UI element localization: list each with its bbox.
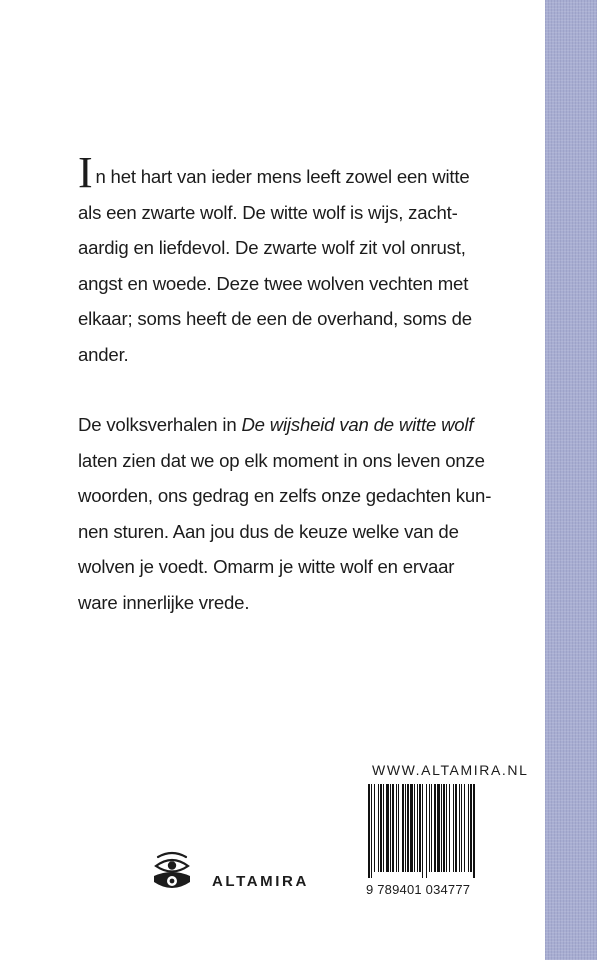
barcode-bar (405, 784, 406, 872)
barcode-bar (453, 784, 454, 872)
barcode-bar (437, 784, 440, 872)
spine-cloth (545, 0, 597, 960)
blurb-line: angst en woede. Deze twee wolven vechten met (78, 272, 469, 294)
barcode-bar (398, 784, 399, 872)
barcode-bar (449, 784, 450, 872)
barcode-bar (422, 784, 423, 878)
barcode-bar (441, 784, 442, 872)
barcode (366, 784, 518, 896)
drop-cap: I (78, 148, 93, 197)
blurb-line: laten zien dat we op elk moment in ons leven onze (78, 449, 485, 471)
blurb-paragraph-2 (78, 407, 498, 620)
barcode-bar (455, 784, 457, 872)
publisher-website: WWW.ALTAMIRA.NL (372, 762, 529, 778)
barcode-bar (392, 784, 394, 872)
blurb-line: elkaar; soms heeft de een de overhand, soms de (78, 308, 472, 329)
barcode-bar (414, 784, 415, 872)
barcode-bar (407, 784, 409, 872)
blurb-line: ander. (78, 343, 129, 365)
barcode-bar (464, 784, 465, 872)
blurb-line: woorden, ons gedrag en zelfs onze gedachten kun- (78, 485, 492, 506)
blurb-line-text: De volksverhalen in (78, 414, 242, 435)
blurb-paragraph-1 (78, 148, 498, 372)
barcode-bar (429, 784, 430, 872)
blurb-line-text: n het hart van ieder mens leeft zowel een witte (95, 166, 470, 187)
barcode-bar (434, 784, 436, 872)
barcode-bar (396, 784, 397, 872)
eye-logo-icon (148, 846, 196, 894)
barcode-bar (390, 784, 391, 872)
barcode-bar (419, 784, 421, 872)
isbn-number: 9 789401 034777 (366, 882, 471, 897)
barcode-bar (410, 784, 413, 872)
barcode-bar (446, 784, 447, 872)
barcode-bars (366, 784, 518, 878)
barcode-bar (374, 784, 375, 872)
blurb-line (78, 407, 498, 443)
barcode-bar (470, 784, 472, 872)
barcode-bar (368, 784, 370, 878)
blurb-text (78, 148, 498, 620)
barcode-bar (371, 784, 372, 878)
blurb-line: ware innerlijke vrede. (78, 591, 250, 613)
barcode-bar (378, 784, 379, 872)
blurb-line: als een zwarte wolf. De witte wolf is wijs, zacht- (78, 201, 458, 223)
barcode-bar (383, 784, 384, 872)
barcode-bar (468, 784, 469, 872)
barcode-bar (426, 784, 427, 878)
barcode-bar (386, 784, 389, 872)
barcode-bar (461, 784, 462, 872)
barcode-bar (402, 784, 404, 872)
barcode-bar (443, 784, 445, 872)
barcode-bar (380, 784, 382, 872)
book-title: De wijsheid van de witte wolf (241, 414, 474, 435)
barcode-bar (417, 784, 418, 872)
blurb-line: aardig en liefdevol. De zwarte wolf zit vol onrust, (78, 237, 466, 258)
barcode-bar (473, 784, 475, 878)
blurb-line (78, 148, 498, 197)
blurb-line: wolven je voedt. Omarm je witte wolf en ervaar (78, 556, 455, 577)
barcode-bar (431, 784, 432, 872)
barcode-bar (459, 784, 460, 872)
blurb-line: nen sturen. Aan jou dus de keuze welke van de (78, 520, 459, 542)
publisher-name: ALTAMIRA (212, 873, 309, 890)
